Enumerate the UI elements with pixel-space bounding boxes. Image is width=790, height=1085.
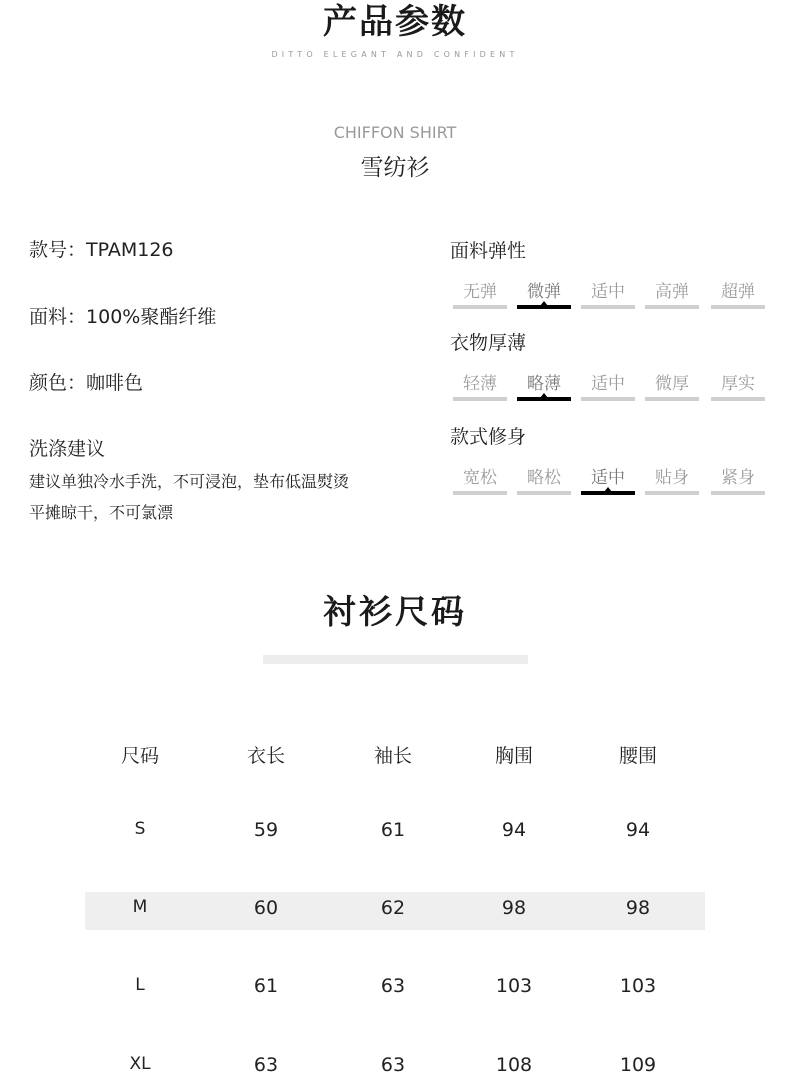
style-number-value: TPAM126 (86, 239, 174, 261)
selected-marker-icon (604, 487, 612, 492)
scale-option: 轻薄 (463, 374, 497, 394)
table-cell: 62 (380, 897, 406, 919)
scale-option: 超弹 (721, 282, 755, 302)
table-cell: 60 (253, 897, 279, 919)
fabric-label: 面料： (29, 306, 87, 328)
table-cell: 108 (495, 1054, 533, 1076)
scale-option: 略薄 (527, 374, 561, 394)
scale-bar (453, 305, 507, 309)
selected-marker-icon (540, 301, 548, 306)
page-title: 产品参数 (323, 2, 467, 42)
color-label: 颜色： (29, 372, 87, 394)
table-cell: 109 (619, 1054, 657, 1076)
scale-option: 宽松 (463, 468, 497, 488)
table-cell: 63 (380, 975, 406, 997)
table-header-cell: 胸围 (494, 745, 533, 767)
scale-bar (645, 397, 699, 401)
fabric-info (29, 302, 216, 329)
scale-bar (581, 305, 635, 309)
table-size-label: S (134, 819, 146, 839)
table-cell: 94 (501, 819, 527, 841)
table-size-label: L (135, 975, 145, 995)
table-size-label: XL (129, 1054, 151, 1074)
page-subtitle: DITTO ELEGANT AND CONFIDENT (271, 50, 519, 59)
attr-title-elasticity: 面料弹性 (450, 240, 527, 262)
scale-bar (711, 305, 765, 309)
scale-bar (453, 397, 507, 401)
scale-option: 贴身 (655, 468, 689, 488)
table-header-cell: 尺码 (120, 745, 159, 767)
fabric-value: 100%聚酯纤维 (86, 306, 217, 328)
fit-scale (453, 463, 773, 503)
wash-instructions (29, 466, 429, 528)
scale-bar (453, 491, 507, 495)
scale-option: 微弹 (527, 282, 561, 302)
color-info (29, 368, 143, 395)
scale-option: 高弹 (655, 282, 689, 302)
product-name-en: CHIFFON SHIRT (333, 123, 457, 142)
wash-line-2: 平摊晾干，不可氯漂 (29, 503, 174, 522)
scale-option: 适中 (591, 374, 625, 394)
table-cell: 98 (625, 897, 651, 919)
scale-option: 适中 (591, 468, 625, 488)
color-value: 咖啡色 (86, 372, 144, 394)
scale-option: 微厚 (655, 374, 689, 394)
table-cell: 94 (625, 819, 651, 841)
style-number-label: 款号： (29, 239, 87, 261)
scale-bar (581, 397, 635, 401)
thickness-scale (453, 369, 773, 409)
table-header-cell: 衣长 (246, 745, 285, 767)
scale-option: 无弹 (463, 282, 497, 302)
table-header-cell: 袖长 (373, 745, 412, 767)
table-cell: 63 (380, 1054, 406, 1076)
table-size-label: M (132, 897, 148, 917)
wash-line-1: 建议单独冷水手洗，不可浸泡，垫布低温熨烫 (29, 472, 350, 491)
size-chart-divider (263, 655, 528, 664)
scale-bar (645, 491, 699, 495)
table-cell: 103 (619, 975, 657, 997)
scale-option: 紧身 (721, 468, 755, 488)
elasticity-scale (453, 277, 773, 317)
scale-bar (517, 491, 571, 495)
scale-option: 略松 (527, 468, 561, 488)
table-cell: 61 (380, 819, 406, 841)
table-header-cell: 腰围 (618, 745, 657, 767)
attr-title-thickness: 衣物厚薄 (450, 332, 527, 354)
style-number (29, 235, 174, 262)
table-cell: 63 (253, 1054, 279, 1076)
attr-title-fit: 款式修身 (450, 426, 527, 448)
size-chart-title: 衬衫尺码 (323, 592, 467, 631)
scale-bar (711, 397, 765, 401)
selected-marker-icon (540, 393, 548, 398)
scale-option: 适中 (591, 282, 625, 302)
scale-bar (645, 305, 699, 309)
wash-heading: 洗涤建议 (29, 438, 106, 460)
product-name-cn: 雪纺衫 (360, 155, 430, 181)
scale-option: 厚实 (721, 374, 755, 394)
table-cell: 103 (495, 975, 533, 997)
table-cell: 98 (501, 897, 527, 919)
table-cell: 59 (253, 819, 279, 841)
table-cell: 61 (253, 975, 279, 997)
scale-bar (711, 491, 765, 495)
